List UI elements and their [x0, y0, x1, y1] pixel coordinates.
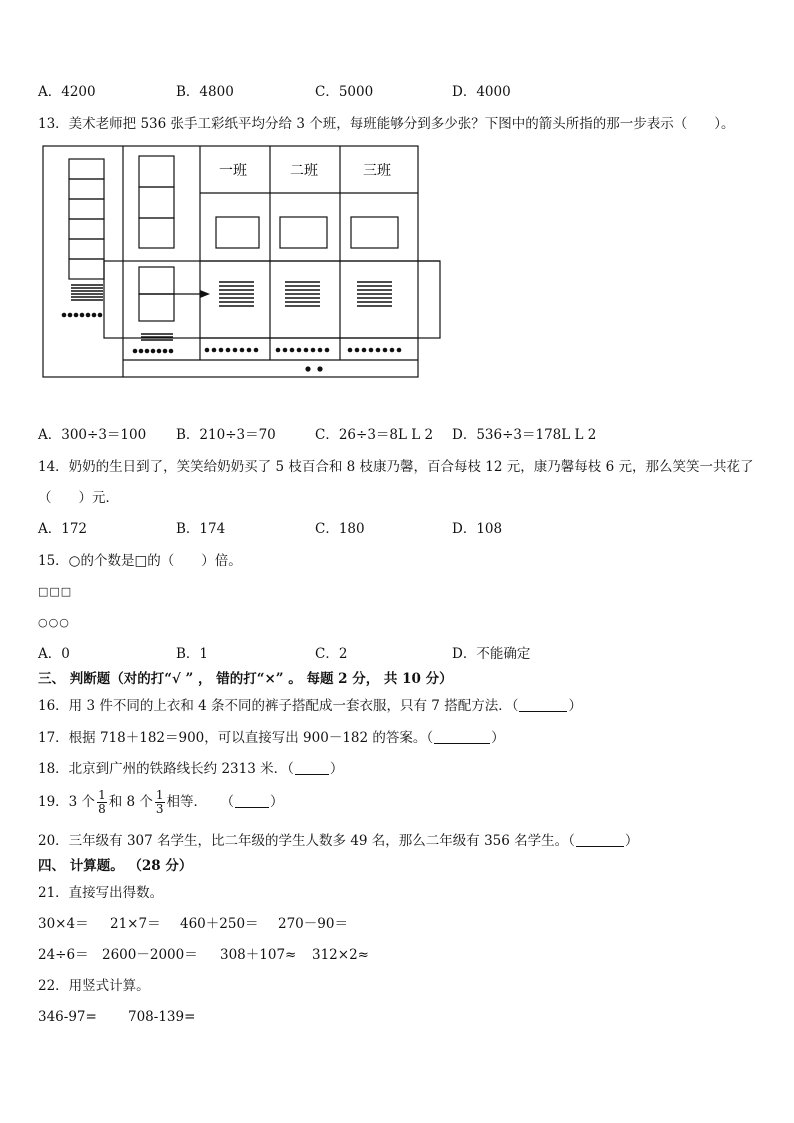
- q20-line: [38, 832, 638, 850]
- class2-label: 二班: [290, 163, 318, 179]
- remainder-dots: [305, 366, 322, 371]
- hundred-block-4: [69, 219, 104, 239]
- class1-ones-dots: [205, 348, 259, 353]
- q12-option-a[interactable]: A．4200: [38, 84, 96, 100]
- class3-ones-dots: [348, 348, 402, 353]
- q19-frac1-num: 1: [98, 788, 106, 802]
- q19-fraction-1: [97, 789, 107, 816]
- q14-stem-line1: 14．奶奶的生日到了，笑笑给奶奶买了 5 枝百合和 8 枝康乃馨，百合每枝 12 元，康乃馨每枝 6 元，那么笑笑一共花了: [38, 459, 754, 475]
- q12-option-b[interactable]: B．4800: [176, 84, 234, 100]
- q21-stem: 21．直接写出得数。: [38, 885, 164, 901]
- q12-option-d[interactable]: D．4000: [452, 84, 511, 100]
- q19-part1: 19．3 个: [38, 794, 96, 810]
- mid-ones-dots: [133, 349, 174, 354]
- hundred-block-3: [69, 199, 104, 219]
- split-block-5: [139, 294, 174, 321]
- hundred-block-1: [69, 159, 104, 179]
- highlight-step-box: [104, 261, 440, 338]
- q15-squares: □□□: [38, 585, 73, 598]
- split-block-2: [139, 187, 174, 218]
- q15-option-c[interactable]: C．2: [315, 646, 348, 662]
- left-ones-dots: [62, 313, 103, 318]
- q19-frac2-num: 1: [155, 788, 164, 802]
- q20-text: 20．三年级有 307 名学生，比二年级的学生人数多 49 名，那么二年级有 356 名学生。（: [38, 833, 575, 849]
- q14-option-a[interactable]: A．172: [38, 521, 88, 537]
- hundred-block-5: [69, 239, 104, 259]
- q22-item-1: 346-97=: [38, 1009, 97, 1025]
- q21-item-8: 312×2≈: [312, 947, 369, 963]
- q14-option-d[interactable]: D．108: [452, 521, 503, 537]
- class2-tens-bars: [285, 282, 320, 306]
- q13-option-d[interactable]: D．536÷3＝178L L 2: [452, 427, 597, 443]
- q15-option-d[interactable]: D．不能确定: [452, 646, 531, 662]
- split-block-4: [139, 267, 174, 294]
- class1-label: 一班: [219, 163, 247, 179]
- class2-hundred-box: [280, 217, 327, 248]
- class3-label: 三班: [363, 163, 391, 179]
- q12-option-c[interactable]: C．5000: [315, 84, 374, 100]
- q14-option-c[interactable]: C．180: [315, 521, 365, 537]
- q21-item-3: 460＋250＝: [180, 916, 259, 932]
- class3-tens-bars: [357, 282, 392, 306]
- q19-line: [38, 788, 284, 816]
- q17-text: 17．根据 718＋182＝900，可以直接写出 900－182 的答案。（: [38, 730, 434, 746]
- q20-answer-blank[interactable]: [576, 834, 624, 847]
- section4-title: 四、 计算题。 （28 分）: [38, 858, 193, 874]
- q19-close: ）: [270, 794, 284, 810]
- hundred-block-2: [69, 179, 104, 199]
- q19-part3: 相等． （: [166, 794, 235, 810]
- q20-close: ）: [624, 833, 639, 849]
- q16-answer-blank[interactable]: [519, 699, 567, 712]
- q16-close: ）: [568, 698, 582, 714]
- q19-part2: 和 8 个: [108, 794, 153, 810]
- split-block-3: [139, 218, 174, 248]
- left-tens-bars: [71, 285, 103, 300]
- class1-hundred-box: [216, 217, 259, 248]
- q16-line: [38, 697, 582, 715]
- hundred-block-6: [69, 259, 104, 279]
- q18-text: 18．北京到广州的铁路线长约 2313 米．（: [38, 761, 294, 777]
- q13-stem: 13．美术老师把 536 张手工彩纸平均分给 3 个班，每班能够分到多少张？下图中的箭头所指的那一步表示（ ）。: [38, 116, 735, 132]
- q13-option-c[interactable]: C．26÷3＝8L L 2: [315, 427, 434, 443]
- q13-option-a[interactable]: A．300÷3＝100: [38, 427, 147, 443]
- split-block-1: [139, 156, 174, 187]
- q19-frac1-den: 8: [98, 802, 106, 816]
- q21-item-5: 24÷6＝: [38, 947, 89, 963]
- q21-item-6: 2600－2000＝: [102, 947, 198, 963]
- q21-item-4: 270－90＝: [278, 916, 348, 932]
- q21-item-7: 308＋107≈: [220, 947, 297, 963]
- q13-option-b[interactable]: B．210÷3＝70: [176, 427, 276, 443]
- mid-tens-bars: [141, 334, 173, 340]
- class3-hundred-box: [351, 217, 398, 248]
- q17-line: [38, 729, 505, 747]
- q21-item-1: 30×4＝: [38, 916, 89, 932]
- q18-answer-blank[interactable]: [295, 762, 329, 775]
- q15-stem: 15．○的个数是□的（ ）倍。: [38, 553, 242, 569]
- q13-division-diagram: [0, 140, 794, 430]
- q21-item-2: 21×7＝: [110, 916, 161, 932]
- q17-answer-blank[interactable]: [434, 731, 490, 744]
- q14-option-b[interactable]: B．174: [176, 521, 226, 537]
- q15-option-a[interactable]: A．0: [38, 646, 70, 662]
- q22-item-2: 708-139=: [128, 1009, 196, 1025]
- q22-stem: 22．用竖式计算。: [38, 978, 150, 994]
- q15-circles: ○○○: [38, 616, 70, 629]
- q16-text: 16．用 3 件不同的上衣和 4 条不同的裤子搭配成一套衣服，只有 7 搭配方法．（: [38, 698, 519, 714]
- q14-stem-line2: （ ）元．: [38, 490, 119, 506]
- q19-frac2-den: 3: [155, 802, 164, 816]
- q18-close: ）: [329, 761, 344, 777]
- q15-option-b[interactable]: B．1: [176, 646, 209, 662]
- class2-ones-dots: [276, 348, 330, 353]
- q19-answer-blank[interactable]: [235, 795, 269, 808]
- q19-fraction-2: [155, 789, 165, 816]
- section3-title: 三、 判断题（对的打“√ ” ， 错的打“×” 。 每题 2 分， 共 10 分）: [38, 671, 453, 687]
- q17-close: ）: [491, 730, 505, 746]
- class1-tens-bars: [219, 282, 254, 306]
- q18-line: [38, 760, 343, 778]
